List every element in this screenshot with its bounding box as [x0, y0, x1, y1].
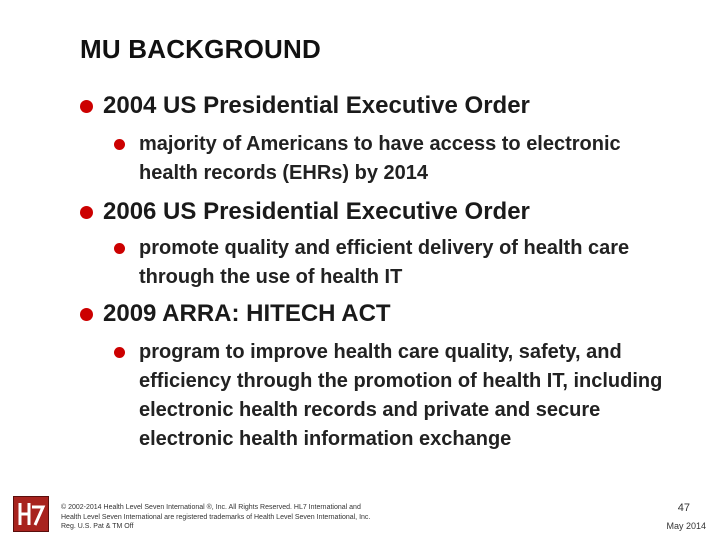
sub-bullet-text: program to improve health care quality, safety, and efficiency through the promotion of health IT, including electronic health records and private and secure electronic health information exchange — [139, 341, 663, 450]
bullet-text: 2004 US Presidential Executive Order — [103, 92, 530, 119]
bullet-text: 2009 ARRA: HITECH ACT — [103, 300, 391, 327]
bullet-2004-order — [80, 92, 530, 120]
sub-bullet-2006-order — [114, 234, 684, 292]
sub-bullet-hitech-act — [114, 338, 694, 454]
footer-copyright: © 2002-2014 Health Level Seven International ®, Inc. All Rights Reserved. HL7 International and Health Level Seven International are registered trademarks of Health Level Seven International, Inc. Reg. U.S. Pat & TM Off — [61, 504, 371, 530]
bullet-dot-icon — [80, 100, 93, 113]
sub-bullet-text: majority of Americans to have access to electronic health records (EHRs) by 2014 — [139, 133, 621, 184]
bullet-text: 2006 US Presidential Executive Order — [103, 198, 530, 225]
bullet-dot-icon — [80, 206, 93, 219]
slide-title: MU BACKGROUND — [80, 34, 321, 64]
hl7-logo — [13, 496, 49, 532]
page-number: 47 — [677, 502, 690, 514]
bullet-dot-icon — [114, 243, 125, 254]
bullet-dot-icon — [114, 139, 125, 150]
footer-date: May 2014 — [666, 521, 706, 531]
bullet-dot-icon — [114, 347, 125, 358]
bullet-dot-icon — [80, 308, 93, 321]
bullet-2006-order — [80, 198, 530, 226]
sub-bullet-text: promote quality and efficient delivery of health care through the use of health IT — [139, 237, 630, 288]
sub-bullet-2004-order — [114, 130, 634, 188]
bullet-hitech-act — [80, 300, 391, 328]
